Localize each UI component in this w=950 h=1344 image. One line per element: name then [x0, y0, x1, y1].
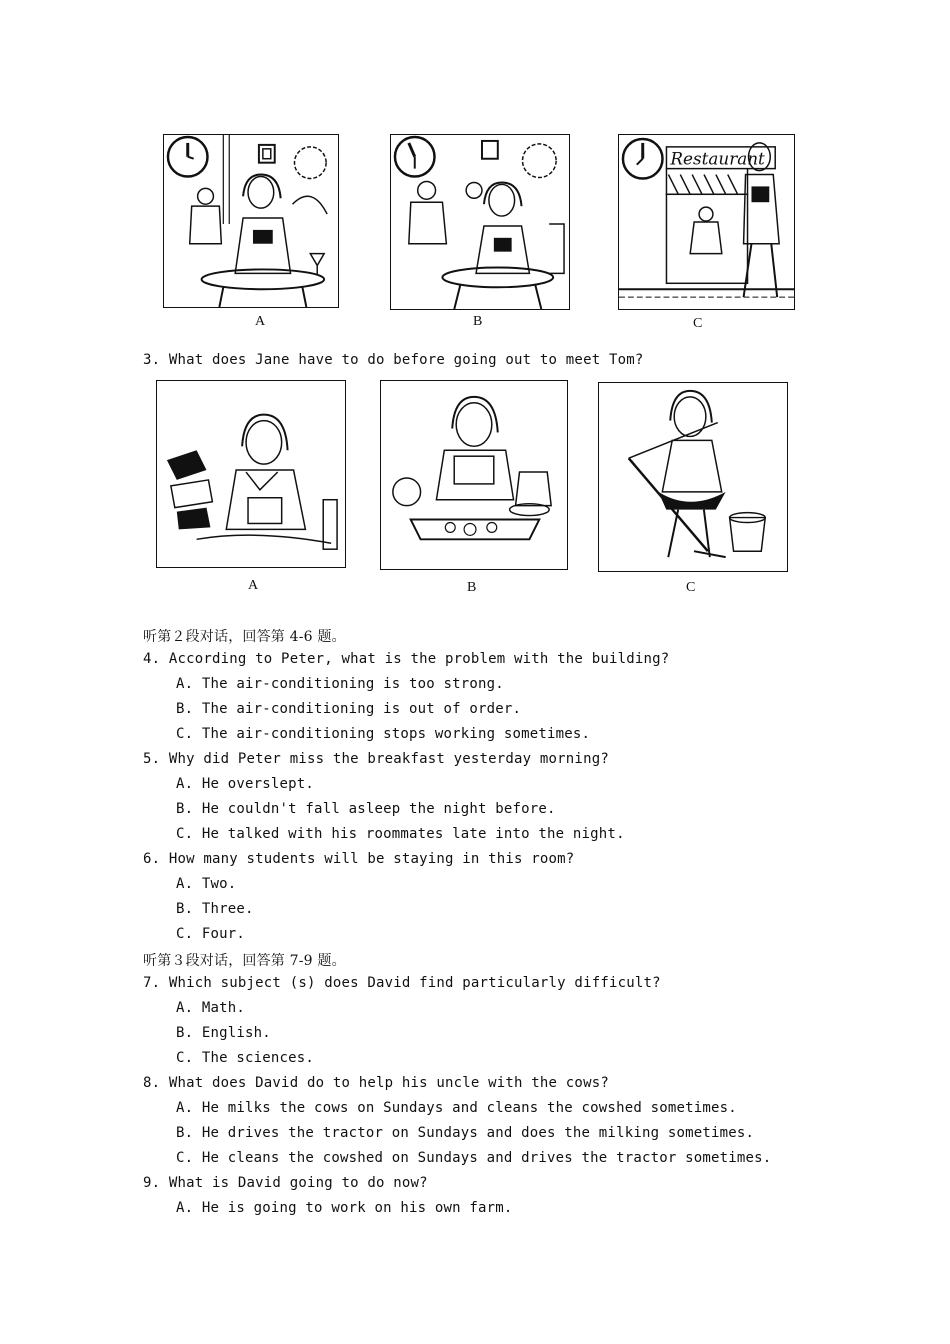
question-5: 5. Why did Peter miss the breakfast yesterday morning?	[143, 751, 609, 767]
restaurant-sign: Restaurant	[670, 148, 765, 169]
picture-3c-caption: C	[686, 580, 696, 595]
section-3-heading: 听第３段对话，回答第 7-9 题。	[143, 953, 346, 969]
laundry-illustration	[157, 381, 345, 567]
section-2-heading: 听第２段对话，回答第 4-6 题。	[143, 629, 346, 645]
question-5-option-c: C. He talked with his roommates late into the night.	[176, 826, 625, 842]
picture-1c-caption: C	[693, 316, 703, 331]
question-7-option-b: B. English.	[176, 1025, 271, 1041]
question-7-option-a: A. Math.	[176, 1000, 246, 1016]
question-5-option-b: B. He couldn't fall asleep the night before.	[176, 801, 556, 817]
question-5-option-a: A. He overslept.	[176, 776, 315, 792]
cafe-illustration	[391, 135, 569, 309]
picture-3c	[598, 382, 788, 572]
question-8: 8. What does David do to help his uncle with the cows?	[143, 1075, 609, 1091]
question-8-option-a: A. He milks the cows on Sundays and cleans the cowshed sometimes.	[176, 1100, 737, 1116]
restaurant-illustration	[619, 135, 794, 309]
dishwashing-illustration	[381, 381, 567, 569]
question-3: 3. What does Jane have to do before going out to meet Tom?	[143, 352, 644, 368]
question-8-option-b: B. He drives the tractor on Sundays and does the milking sometimes.	[176, 1125, 755, 1141]
picture-3b	[380, 380, 568, 570]
question-4-option-a: A. The air-conditioning is too strong.	[176, 676, 504, 692]
picture-3a-caption: A	[248, 578, 259, 593]
picture-1a	[163, 134, 339, 308]
mopping-illustration	[599, 383, 787, 571]
picture-1a-caption: A	[255, 314, 266, 329]
question-4-option-b: B. The air-conditioning is out of order.	[176, 701, 522, 717]
cafe-illustration	[164, 135, 338, 307]
question-6-option-c: C. Four.	[176, 926, 246, 942]
question-9-option-a: A. He is going to work on his own farm.	[176, 1200, 513, 1216]
question-7-option-c: C. The sciences.	[176, 1050, 315, 1066]
picture-3b-caption: B	[467, 580, 477, 595]
question-8-option-c: C. He cleans the cowshed on Sundays and drives the tractor sometimes.	[176, 1150, 772, 1166]
question-6-option-b: B. Three.	[176, 901, 254, 917]
picture-1b-caption: B	[473, 314, 483, 329]
question-9: 9. What is David going to do now?	[143, 1175, 428, 1191]
question-4-option-c: C. The air-conditioning stops working sometimes.	[176, 726, 591, 742]
question-7: 7. Which subject (s) does David find particularly difficult?	[143, 975, 661, 991]
picture-3a	[156, 380, 346, 568]
picture-1c	[618, 134, 795, 310]
question-4: 4. According to Peter, what is the problem with the building?	[143, 651, 670, 667]
question-6: 6. How many students will be staying in this room?	[143, 851, 575, 867]
question-6-option-a: A. Two.	[176, 876, 237, 892]
picture-1b	[390, 134, 570, 310]
